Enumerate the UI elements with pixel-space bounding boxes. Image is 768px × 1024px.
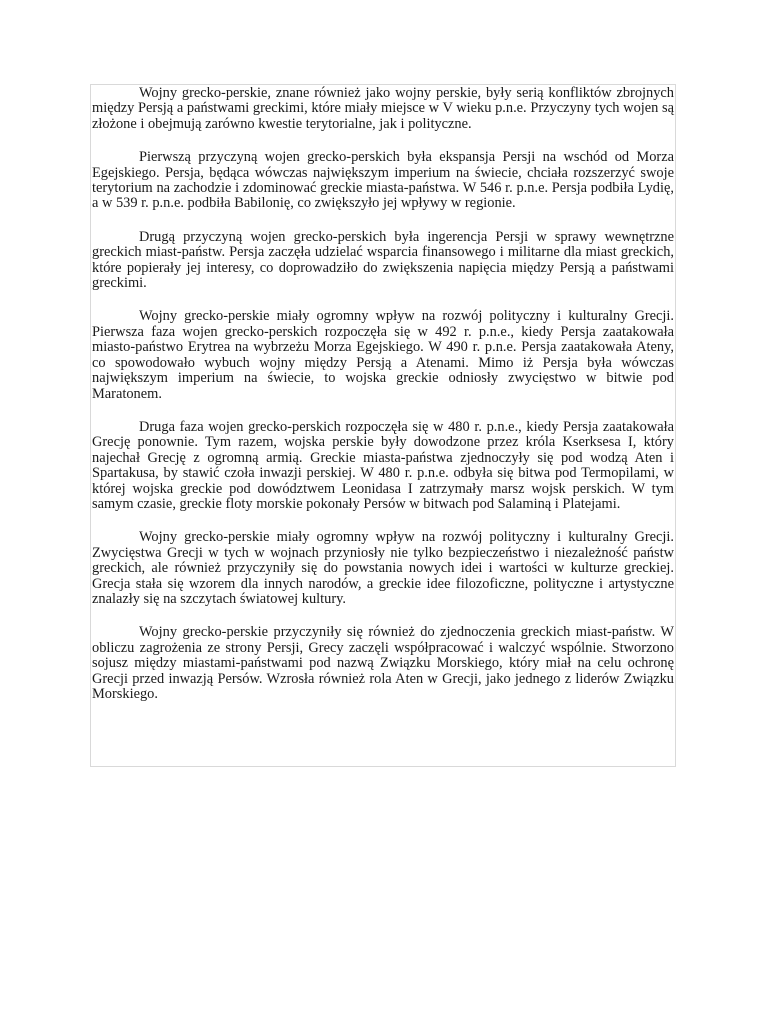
paragraph-4: Wojny grecko-perskie miały ogromny wpływ na rozwój polityczny i kulturalny Grecji. Pierwsza faza wojen grecko-perskich rozpoczęła się w 492 r. p.n.e., kiedy Persja zaatakowała miasto-państwo Erytrea na wybrzeżu Morza Egejskiego. W 490 r. p.n.e. Persja zaatakowała Ateny, co spowodowało wybuch wojny między Persją a Atenami. Mimo iż Persja była wówczas największym imperium na świecie, to wojska greckie odniosły zwycięstwo w bitwie pod Maratonem. (92, 308, 674, 402)
paragraph-5: Druga faza wojen grecko-perskich rozpoczęła się w 480 r. p.n.e., kiedy Persja zaatakowała Grecję ponownie. Tym razem, wojska perskie były dowodzone przez króla Kserksesa I, który najechał Grecję z ogromną armią. Greckie miasta-państwa zjednoczyły się pod wodzą Aten i Spartakusa, by stawić czoła inwazji perskiej. W 480 r. p.n.e. odbyła się bitwa pod Termopilami, w której wojska greckie pod dowództwem Leonidasa I zatrzymały marsz wojsk perskich. W tym samym czasie, greckie floty morskie pokonały Persów w bitwach pod Salaminą i Platejami. (92, 418, 674, 512)
paragraph-7: Wojny grecko-perskie przyczyniły się również do zjednoczenia greckich miast-państw. W obliczu zagrożenia ze strony Persji, Grecy zaczęli współpracować i walczyć wspólnie. Stworzono sojusz między miastami-państwami pod nazwą Związku Morskiego, który miał na celu ochronę Grecji przed inwazją Persów. Wzrosła również rola Aten w Grecji, jako jednego z liderów Związku Morskiego. (92, 624, 674, 702)
paragraph-2: Pierwszą przyczyną wojen grecko-perskich była ekspansja Persji na wschód od Morza Egejskiego. Persja, będąca wówczas największym imperium na świecie, chciała rozszerzyć swoje terytorium na zachodzie i zdominować greckie miasta-państwa. W 546 r. p.n.e. Persja podbiła Lydię, a w 539 r. p.n.e. podbiła Babilonię, co zwiększyło jej wpływy w regionie. (92, 149, 674, 212)
paragraph-6: Wojny grecko-perskie miały ogromny wpływ na rozwój polityczny i kulturalny Grecji. Zwycięstwa Grecji w tych w wojnach przyniosły nie tylko bezpieczeństwo i niezależność państw greckich, ale również przyczyniły się do powstania nowych idei i wartości w kulturze greckiej. Grecja stała się wzorem dla innych narodów, a greckie idee filozoficzne, polityczne i artystyczne znalazły się na szczytach światowej kultury. (92, 529, 674, 607)
paragraph-1: Wojny grecko-perskie, znane również jako wojny perskie, były serią konfliktów zbrojnych między Persją a państwami greckimi, które miały miejsce w V wieku p.n.e. Przyczyny tych wojen są złożone i obejmują zarówno kwestie terytorialne, jak i polityczne. (92, 85, 674, 132)
paragraph-3: Drugą przyczyną wojen grecko-perskich była ingerencja Persji w sprawy wewnętrzne greckich miast-państw. Persja zaczęła udzielać wsparcia finansowego i militarne dla miast greckich, które popierały jej interesy, co doprowadziło do zwiększenia napięcia między Persją a państwami greckimi. (92, 228, 674, 292)
text-frame (90, 84, 676, 767)
